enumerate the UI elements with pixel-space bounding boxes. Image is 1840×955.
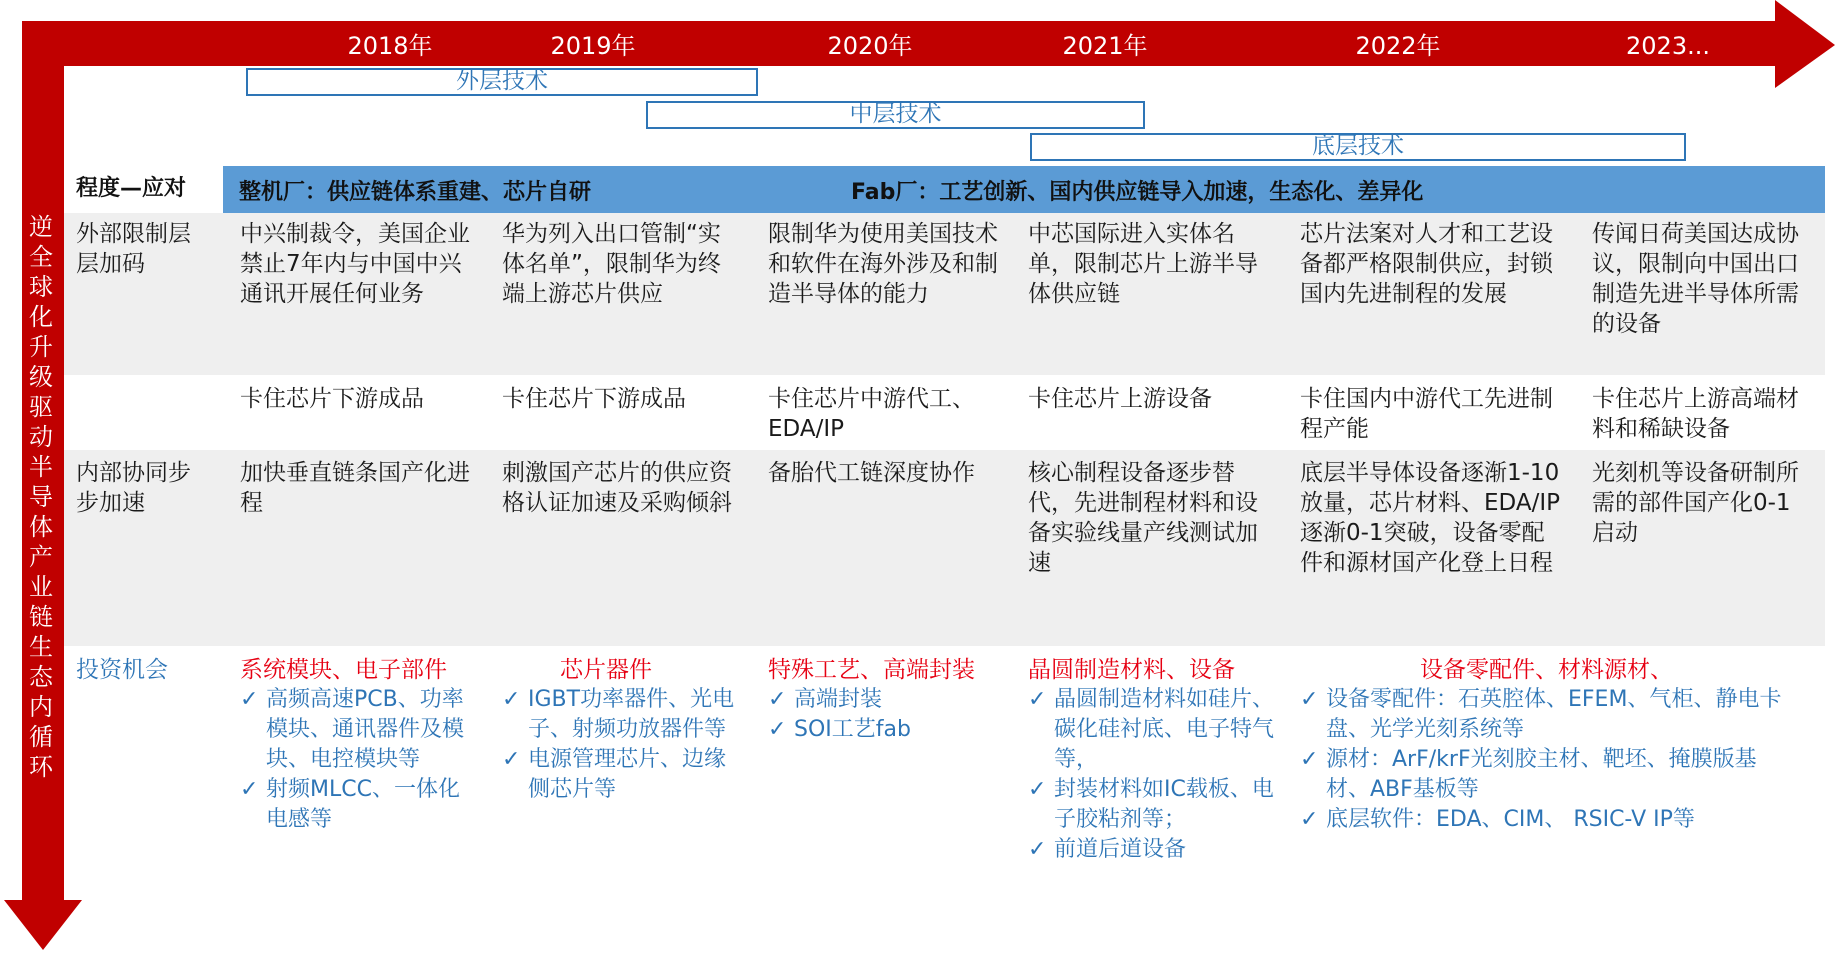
bottom-tech-bracket: 底层技术 xyxy=(1030,133,1686,161)
invest-item: ✓ IGBT功率器件、光电子、射频功放器件等 xyxy=(502,687,735,742)
invest-label: 投资机会 xyxy=(76,657,168,683)
check-icon: ✓ xyxy=(502,747,521,772)
check-icon: ✓ xyxy=(768,687,787,712)
external-2018: 中兴制裁令，美国企业禁止7年内与中国中兴通讯开展任何业务 xyxy=(240,221,470,307)
external-label: 外部限制层层加码 xyxy=(76,221,191,277)
invest-col-4 xyxy=(1028,655,1280,865)
vertical-title-char: 球 xyxy=(29,273,53,301)
check-icon: ✓ xyxy=(1028,687,1047,712)
choke-2020: 卡住芯片中游代工、EDA/IP xyxy=(768,386,975,442)
invest-item: ✓ 高频高速PCB、功率模块、通讯器件及模块、电控模块等 xyxy=(240,687,465,772)
choke-2023: 卡住芯片上游高端材料和稀缺设备 xyxy=(1592,386,1799,442)
invest-item: ✓ SOI工艺fab xyxy=(768,715,1008,745)
invest-item: ✓ 晶圆制造材料如硅片、碳化硅衬底、电子特气等， xyxy=(1028,687,1275,772)
check-icon: ✓ xyxy=(768,717,787,742)
vertical-title-char: 半 xyxy=(29,453,53,481)
choke-2018: 卡住芯片下游成品 xyxy=(240,386,424,412)
invest-item: ✓ 电源管理芯片、边缘侧芯片等 xyxy=(502,747,727,802)
check-icon: ✓ xyxy=(1300,687,1319,712)
vertical-title-char: 全 xyxy=(29,243,53,271)
vertical-title-char: 体 xyxy=(29,513,53,541)
external-2019: 华为列入出口管制“实体名单”，限制华为终端上游芯片供应 xyxy=(502,221,721,307)
band-left-text: 整机厂：供应链体系重建、芯片自研 xyxy=(239,180,592,205)
internal-2023: 光刻机等设备研制所需的部件国产化0-1启动 xyxy=(1592,460,1799,546)
choke-2021: 卡住芯片上游设备 xyxy=(1028,386,1212,412)
invest-item: ✓ 设备零配件：石英腔体、EFEM、气柜、静电卡盘、光学光刻系统等 xyxy=(1300,687,1782,742)
internal-2018: 加快垂直链条国产化进程 xyxy=(240,460,470,516)
invest-item: ✓ 底层软件：EDA、CIM、 RSIC-V IP等 xyxy=(1300,805,1800,835)
invest-col-3 xyxy=(768,655,1008,745)
vertical-title-char: 生 xyxy=(29,633,53,661)
year-2022: 2022年 xyxy=(1355,32,1441,60)
outer-tech-bracket: 外层技术 xyxy=(246,68,758,96)
year-2018: 2018年 xyxy=(347,32,433,60)
vertical-title-char: 化 xyxy=(29,303,53,331)
vertical-title-char: 链 xyxy=(29,603,53,631)
invest-head: 晶圆制造材料、设备 xyxy=(1028,657,1235,683)
internal-2020: 备胎代工链深度协作 xyxy=(768,460,975,486)
internal-2019: 刺激国产芯片的供应资格认证加速及采购倾斜 xyxy=(502,460,732,516)
invest-item: ✓ 射频MLCC、一体化电感等 xyxy=(240,777,460,832)
check-icon: ✓ xyxy=(1300,747,1319,772)
invest-head: 系统模块、电子部件 xyxy=(240,657,447,683)
invest-item: ✓ 前道后道设备 xyxy=(1028,835,1280,865)
vertical-title-char: 导 xyxy=(29,483,53,511)
vertical-title-char: 产 xyxy=(29,543,53,571)
vertical-title xyxy=(26,212,56,782)
vertical-title-char: 环 xyxy=(29,753,53,781)
invest-item: ✓ 源材：ArF/krF光刻胶主材、靶坯、掩膜版基材、ABF基板等 xyxy=(1300,747,1757,802)
invest-item: ✓ 高端封装 xyxy=(768,685,1008,715)
response-degree-label: 程度—应对 xyxy=(76,176,187,201)
invest-item: ✓ 封装材料如IC载板、电子胶粘剂等； xyxy=(1028,777,1274,832)
invest-col-1 xyxy=(240,655,478,835)
vertical-title-char: 升 xyxy=(29,333,53,361)
year-2021: 2021年 xyxy=(1062,32,1148,60)
middle-tech-bracket: 中层技术 xyxy=(646,101,1145,129)
vertical-title-char: 动 xyxy=(29,423,53,451)
vertical-title-char: 级 xyxy=(29,363,53,391)
year-2019: 2019年 xyxy=(550,32,636,60)
year-2023: 2023... xyxy=(1626,32,1710,60)
choke-2022: 卡住国内中游代工先进制程产能 xyxy=(1300,386,1553,442)
internal-2021: 核心制程设备逐步替代，先进制程材料和设备实验线量产线测试加速 xyxy=(1028,460,1258,576)
choke-2019: 卡住芯片下游成品 xyxy=(502,386,686,412)
vertical-title-char: 循 xyxy=(29,723,53,751)
check-icon: ✓ xyxy=(1300,807,1319,832)
check-icon: ✓ xyxy=(240,777,259,802)
year-2020: 2020年 xyxy=(827,32,913,60)
vertical-title-char: 逆 xyxy=(29,213,53,241)
vertical-title-char: 驱 xyxy=(29,393,53,421)
check-icon: ✓ xyxy=(1028,837,1047,862)
external-2020: 限制华为使用美国技术和软件在海外涉及和制造半导体的能力 xyxy=(768,221,998,307)
vertical-title-char: 内 xyxy=(29,693,53,721)
band-right-text: Fab厂：工艺创新、国内供应链导入加速，生态化、差异化 xyxy=(851,180,1424,205)
external-2021: 中芯国际进入实体名单，限制芯片上游半导体供应链 xyxy=(1028,221,1258,307)
vertical-title-char: 态 xyxy=(29,663,53,691)
check-icon: ✓ xyxy=(240,687,259,712)
internal-2022: 底层半导体设备逐渐1-10放量，芯片材料、EDA/IP逐渐0-1突破，设备零配件和源材国产化登上日程 xyxy=(1300,460,1560,576)
invest-col-2 xyxy=(502,655,740,805)
external-2022: 芯片法案对人才和工艺设备都严格限制供应，封锁国内先进制程的发展 xyxy=(1300,221,1553,307)
invest-head: 设备零配件、材料源材、 xyxy=(1420,657,1673,683)
invest-col-5 xyxy=(1300,655,1800,835)
invest-head: 芯片器件 xyxy=(560,657,652,683)
internal-label: 内部协同步步加速 xyxy=(76,460,191,516)
response-band xyxy=(223,166,1825,213)
check-icon: ✓ xyxy=(502,687,521,712)
external-2023: 传闻日荷美国达成协议，限制向中国出口制造先进半导体所需的设备 xyxy=(1592,221,1799,337)
vertical-title-char: 业 xyxy=(29,573,53,601)
invest-head: 特殊工艺、高端封装 xyxy=(768,657,975,683)
check-icon: ✓ xyxy=(1028,777,1047,802)
